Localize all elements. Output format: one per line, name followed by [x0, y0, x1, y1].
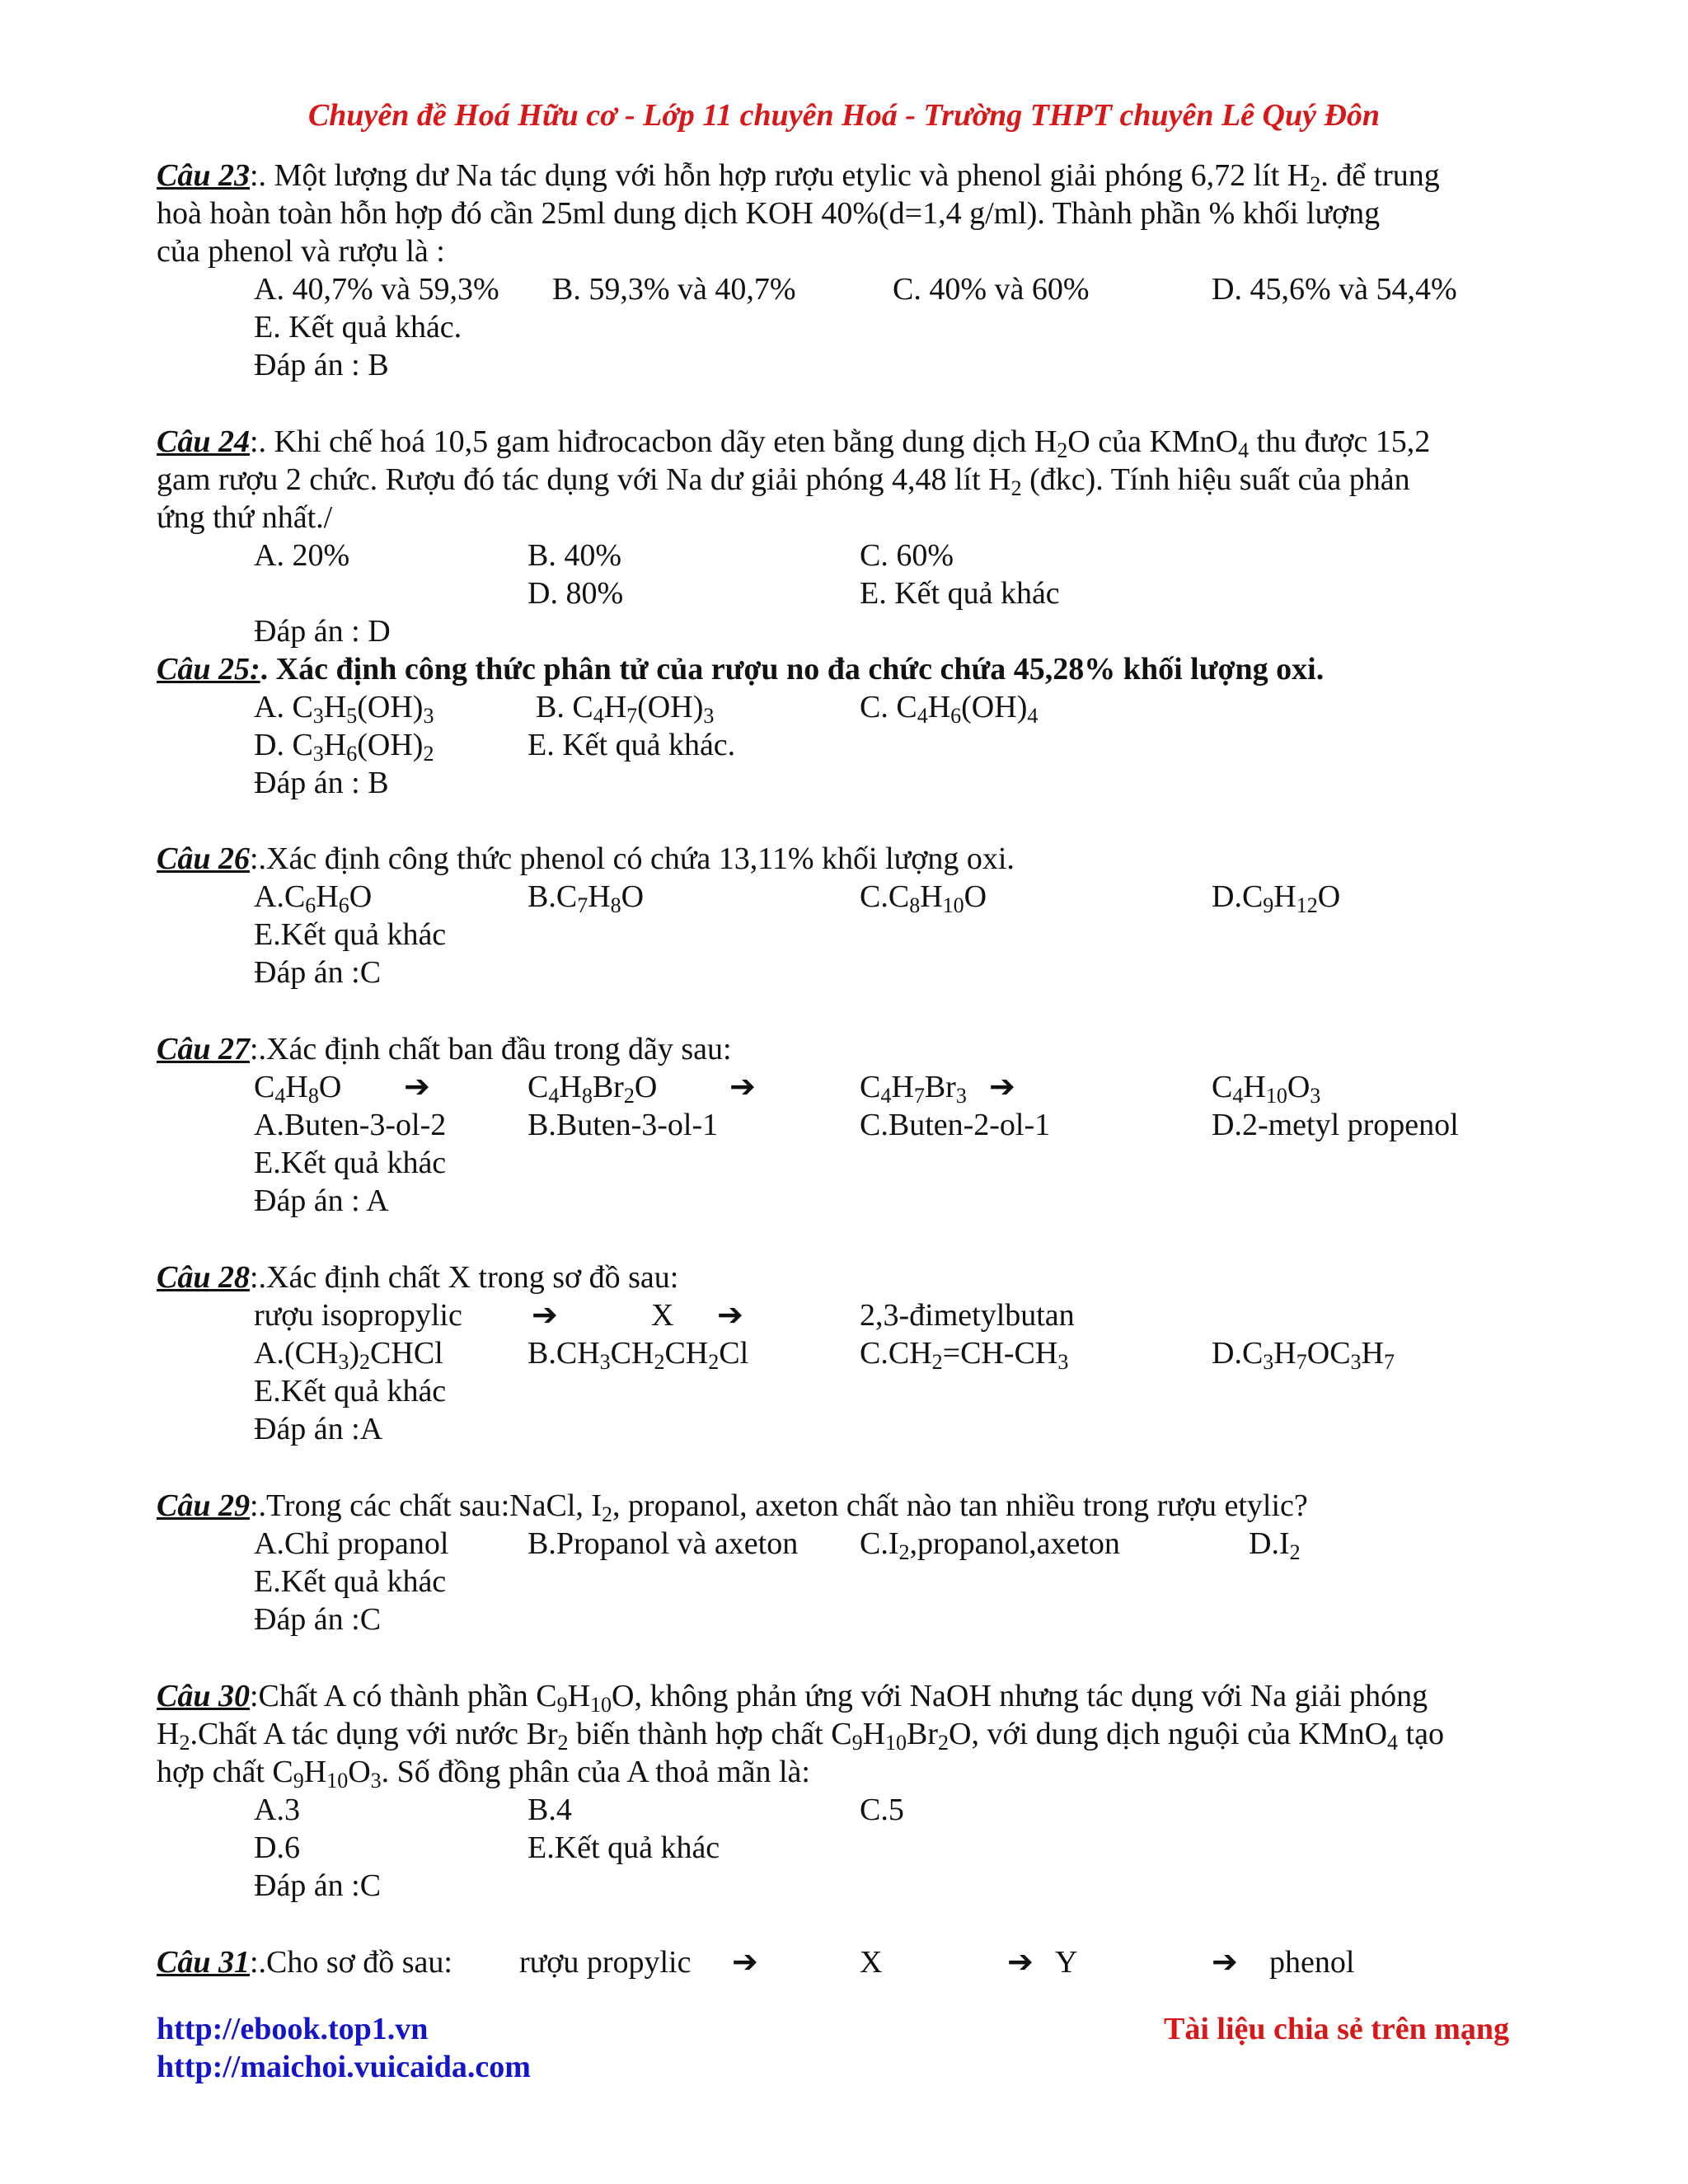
q24-option-c: C. 60% [860, 538, 954, 573]
q25-line-1: Câu 25:. Xác định công thức phân tử của rượu no đa chức chứa 45,28% khối lượng oxi. [157, 652, 1325, 687]
q26-option-a: $A.C_6H_6O$ [254, 879, 373, 917]
q24-option-e: E. Kết quả khác [860, 576, 1060, 611]
q23-option-c: C. 40% và 60% [893, 272, 1090, 307]
q24-line-2: gam rượu 2 chức. Rượu đó tác dụng với Na dư giải phóng 4,48 lít $H_2$ (đkc). Tính hiệu suất của phản [157, 462, 1410, 500]
q24-answer: Đáp án : D [254, 614, 391, 649]
q27-option-e: E.Kết quả khác [254, 1146, 447, 1180]
q30-line-1: Câu 30:Chất A có thành phần $C_9H_{10}O$, không phản ứng với NaOH nhưng tác dụng với Na giải phóng [157, 1679, 1428, 1717]
arrow-icon: ➔ [732, 1945, 758, 1980]
q26-option-c: $C.C_8H_{10}O$ [860, 879, 987, 917]
q28-option-e: E.Kết quả khác [254, 1374, 447, 1408]
q25-option-d: D. $C_3H_6(OH)_2$ [254, 728, 434, 766]
q25-option-e: E. Kết quả khác. [528, 728, 736, 762]
q24-option-a: A. 20% [254, 538, 350, 573]
q28-option-d: $D.C_3H_7OC_3H_7$ [1212, 1336, 1395, 1374]
q26-option-b: $B.C_7H_8O$ [528, 879, 645, 917]
arrow-icon: ➔ [404, 1070, 430, 1104]
q30-label: Câu 30 [157, 1679, 250, 1713]
q25-option-b: B. $C_4H_7(OH)_3$ [536, 690, 715, 728]
arrow-icon: ➔ [532, 1298, 558, 1333]
q30-option-b: B.4 [528, 1793, 572, 1827]
q25-option-c: C. $C_4H_6(OH)_4$ [860, 690, 1039, 728]
q27-line-1: Câu 27:.Xác định chất ban đầu trong dãy sau: [157, 1032, 732, 1066]
q27-chain-2: $C_4H_8Br_2O$ [528, 1070, 658, 1108]
arrow-icon: ➔ [1212, 1945, 1238, 1980]
q30-option-a: A.3 [254, 1793, 300, 1827]
q27-chain-1: $C_4H_8O$ [254, 1070, 342, 1108]
q29-label: Câu 29 [157, 1488, 250, 1523]
q28-scheme-x: X [651, 1298, 674, 1333]
arrow-icon: ➔ [989, 1070, 1015, 1104]
arrow-icon: ➔ [729, 1070, 756, 1104]
q31-label: Câu 31 [157, 1945, 250, 1980]
q27-chain-3: $C_4H_7Br_3$ [860, 1070, 967, 1108]
q28-label: Câu 28 [157, 1260, 250, 1295]
q24-line-1: Câu 24:. Khi chế hoá 10,5 gam hiđrocacbon dãy eten bằng dung dịch $H_2O$ của KMnO$_4$ thu được 15,2 [157, 424, 1431, 462]
q24-line-3: ứng thứ nhất./ [157, 500, 333, 535]
q30-answer: Đáp án :C [254, 1868, 382, 1903]
q27-answer: Đáp án : A [254, 1183, 389, 1218]
q28-option-c: $C.CH_2=CH-CH_3$ [860, 1336, 1069, 1374]
q26-option-d: $D.C_9H_{12}O$ [1212, 879, 1341, 917]
arrow-icon: ➔ [1007, 1945, 1034, 1980]
q31-scheme-start: rượu propylic [519, 1945, 692, 1980]
q30-option-c: C.5 [860, 1793, 904, 1827]
q26-line-1: Câu 26:.Xác định công thức phenol có chứa 13,11% khối lượng oxi. [157, 841, 1015, 876]
q30-line-2: $H_2.Chất$ A tác dụng với nước $Br_2$ biến thành hợp chất $C_9H_{10}Br_2O$, với dung dịch nguội của KMnO$_4$ tạo [157, 1717, 1444, 1755]
q28-answer: Đáp án :A [254, 1412, 383, 1446]
q27-label: Câu 27 [157, 1032, 250, 1066]
q26-label: Câu 26 [157, 841, 250, 876]
q23-option-d: D. 45,6% và 54,4% [1212, 272, 1457, 307]
q24-option-b: B. 40% [528, 538, 621, 573]
q27-option-a: A.Buten-3-ol-2 [254, 1108, 447, 1142]
q28-option-b: $B.CH_3CH_2CH_2Cl$ [528, 1336, 749, 1374]
q23-option-e: E. Kết quả khác. [254, 310, 462, 344]
q27-chain-4: $C_4H_{10}O_3$ [1212, 1070, 1321, 1108]
footer-share-text: Tài liệu chia sẻ trên mạng [1164, 2012, 1510, 2046]
q29-line-1: Câu 29:.Trong các chất sau:NaCl, $I_2$, propanol, axeton chất nào tan nhiều trong rượu etylic? [157, 1488, 1308, 1526]
q28-scheme-end: 2,3-đimetylbutan [860, 1298, 1075, 1333]
q31-scheme-x: X [860, 1945, 883, 1980]
q30-option-e: E.Kết quả khác [528, 1830, 720, 1865]
q25-option-a: A. $C_3H_5(OH)_3$ [254, 690, 434, 728]
q25-label: Câu 25: [157, 652, 260, 687]
q30-option-d: D.6 [254, 1830, 300, 1865]
q27-option-c: C.Buten-2-ol-1 [860, 1108, 1051, 1142]
q23-option-a: A. 40,7% và 59,3% [254, 272, 499, 307]
q24-option-d: D. 80% [528, 576, 624, 611]
q29-answer: Đáp án :C [254, 1602, 382, 1637]
q23-line-3: của phenol và rượu là : [157, 234, 445, 269]
q28-line-1: Câu 28:.Xác định chất X trong sơ đồ sau: [157, 1260, 679, 1295]
footer-link-ebook[interactable]: http://ebook.top1.vn [157, 2012, 429, 2046]
q31-scheme-end: phenol [1269, 1945, 1355, 1980]
q24-label: Câu 24 [157, 424, 250, 459]
page-header: Chuyên đề Hoá Hữu cơ - Lớp 11 chuyên Hoá - Trường THPT chuyên Lê Quý Đôn [307, 98, 1381, 133]
q25-answer: Đáp án : B [254, 766, 389, 800]
footer-link-maichoi[interactable]: http://maichoi.vuicaida.com [157, 2050, 531, 2084]
q23-label: Câu 23 [157, 158, 250, 193]
q27-option-b: B.Buten-3-ol-1 [528, 1108, 719, 1142]
q28-scheme-start: rượu isopropylic [254, 1298, 462, 1333]
q23-line-2: hoà hoàn toàn hỗn hợp đó cần 25ml dung dịch KOH 40%(d=1,4 g/ml). Thành phần % khối lượng [157, 196, 1381, 231]
q31-scheme-y: Y [1055, 1945, 1078, 1980]
q28-option-a: $A.(CH_3)_2CHCl$ [254, 1336, 443, 1374]
arrow-icon: ➔ [717, 1298, 743, 1333]
q23-line-1: Câu 23:. Một lượng dư Na tác dụng với hỗn hợp rượu etylic và phenol giải phóng 6,72 lít $H_2$. để trung [157, 158, 1440, 196]
q23-option-b: B. 59,3% và 40,7% [552, 272, 796, 307]
q27-option-d: D.2-metyl propenol [1212, 1108, 1459, 1142]
q30-line-3: hợp chất $C_9H_{10}O_3$. Số đồng phân của A thoả mãn là: [157, 1755, 810, 1793]
q26-option-e: E.Kết quả khác [254, 917, 447, 952]
q29-option-e: E.Kết quả khác [254, 1564, 447, 1599]
q29-option-c: $C.I_2,propanol,axeton$ [860, 1526, 1120, 1564]
q23-answer: Đáp án : B [254, 348, 389, 382]
q29-option-d: $D.I_2$ [1249, 1526, 1301, 1564]
q31-line-1: Câu 31:.Cho sơ đồ sau: [157, 1945, 452, 1980]
q29-option-a: A.Chỉ propanol [254, 1526, 449, 1561]
q29-option-b: B.Propanol và axeton [528, 1526, 799, 1561]
q26-answer: Đáp án :C [254, 955, 382, 990]
